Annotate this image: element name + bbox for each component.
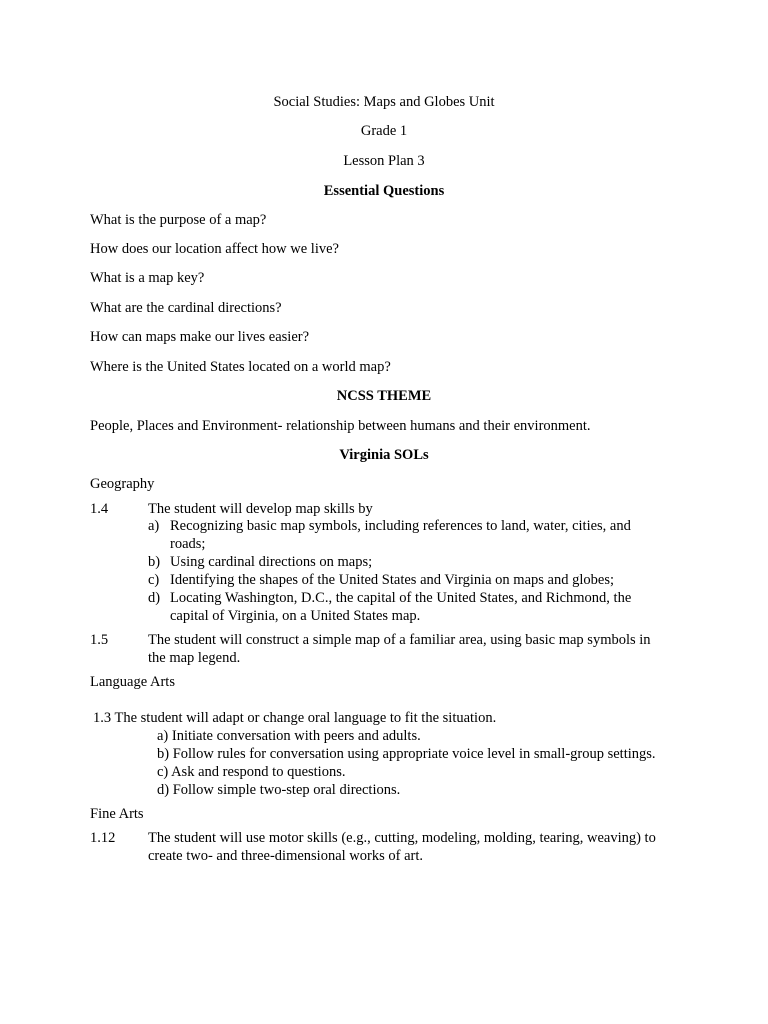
- list-item: Using cardinal directions on maps;: [170, 554, 373, 570]
- list-letter: c): [148, 572, 160, 588]
- list-item-continuation: roads;: [170, 536, 206, 552]
- virginia-sols-heading: Virginia SOLs: [339, 447, 429, 463]
- sol-text: 1.3 The student will adapt or change oral language to fit the situation.: [93, 710, 497, 726]
- question-item: What are the cardinal directions?: [90, 300, 282, 316]
- geography-label: Geography: [90, 476, 155, 492]
- sol-text: The student will develop map skills by: [148, 501, 373, 517]
- question-item: How can maps make our lives easier?: [90, 329, 310, 345]
- language-arts-label: Language Arts: [90, 674, 175, 690]
- question-item: Where is the United States located on a world map?: [90, 359, 391, 375]
- sol-text: The student will construct a simple map of a familiar area, using basic map symbols in: [148, 632, 651, 648]
- sol-text-continuation: create two- and three-dimensional works of art.: [148, 848, 423, 864]
- fine-arts-label: Fine Arts: [90, 806, 144, 822]
- list-item: a) Initiate conversation with peers and adults.: [157, 728, 421, 744]
- question-item: What is a map key?: [90, 270, 205, 286]
- essential-questions-heading: Essential Questions: [323, 183, 445, 199]
- list-item: c) Ask and respond to questions.: [157, 764, 346, 780]
- list-letter: d): [148, 590, 161, 606]
- document-title: Social Studies: Maps and Globes Unit: [273, 94, 495, 110]
- list-item: Identifying the shapes of the United States and Virginia on maps and globes;: [170, 572, 614, 588]
- list-item: d) Follow simple two-step oral directions.: [157, 782, 401, 798]
- lesson-label: Lesson Plan 3: [343, 153, 425, 169]
- sol-number: 1.12: [90, 830, 116, 846]
- sol-text: The student will use motor skills (e.g., cutting, modeling, molding, tearing, weaving) to: [148, 830, 656, 846]
- list-item-continuation: capital of Virginia, on a United States map.: [170, 608, 421, 624]
- ncss-heading: NCSS THEME: [336, 388, 432, 404]
- list-item: Locating Washington, D.C., the capital of the United States, and Richmond, the: [170, 590, 632, 606]
- list-letter: b): [148, 554, 161, 570]
- question-item: How does our location affect how we live?: [90, 241, 339, 257]
- sol-number: 1.5: [90, 632, 109, 648]
- list-item: b) Follow rules for conversation using appropriate voice level in small-group settings.: [157, 746, 656, 762]
- sol-text-continuation: the map legend.: [148, 650, 241, 666]
- list-letter: a): [148, 518, 160, 534]
- ncss-text: People, Places and Environment- relationship between humans and their environment.: [90, 418, 591, 434]
- grade-label: Grade 1: [360, 123, 408, 139]
- sol-number: 1.4: [90, 501, 109, 517]
- list-item: Recognizing basic map symbols, including references to land, water, cities, and: [170, 518, 631, 534]
- question-item: What is the purpose of a map?: [90, 212, 267, 228]
